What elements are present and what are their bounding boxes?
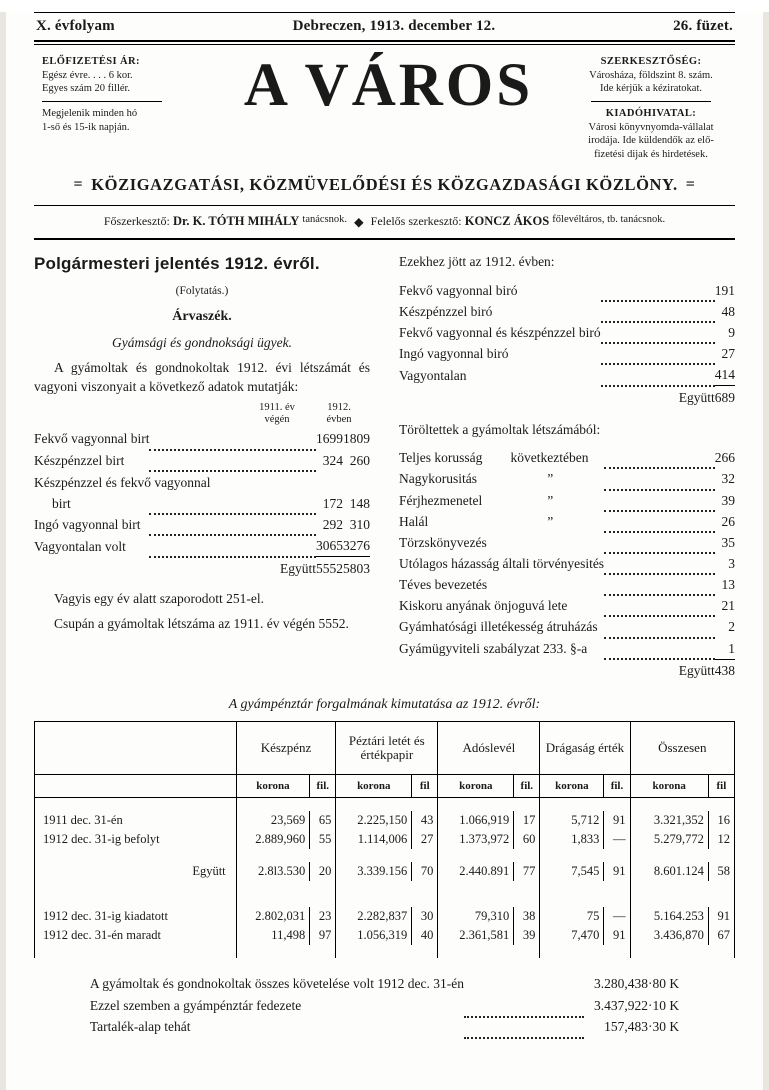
publisher-line2: irodája. Ide küldendők az elő- — [588, 135, 714, 147]
row-dots — [149, 510, 316, 531]
cell-fil: 20 — [310, 862, 336, 881]
page-edge-right — [763, 12, 769, 1090]
office-box — [567, 55, 735, 161]
cell-korona: 1.114,006 — [336, 830, 412, 849]
subscription-line1: Egész évre. . . . 6 kor. — [42, 69, 133, 81]
cell-korona: 1.066,919 — [438, 811, 514, 830]
editorial-line2: Ide kérjük a kéziratokat. — [599, 83, 703, 95]
row-dots — [604, 443, 715, 464]
cell-korona: 2.8l3.530 — [236, 862, 310, 881]
cell-fil: — — [604, 830, 630, 849]
row-label: Utólagos házasság általi törvényesités — [399, 556, 605, 572]
cell-fil: 91 — [604, 811, 630, 830]
row-dots — [149, 446, 316, 467]
total-value: 438 — [714, 663, 735, 679]
row-value-1911: 3065 — [316, 535, 343, 557]
table-row — [399, 638, 735, 660]
total-value: 689 — [714, 389, 735, 405]
cell-fil: 91 — [604, 862, 630, 881]
table-row — [34, 535, 370, 557]
footnote-value: 3.437,922·10 K — [594, 997, 680, 1013]
row-value: 48 — [721, 303, 735, 319]
subtitle-text: KÖZIGAZGATÁSI, KÖZMÜVELŐDÉSI ÉS KÖZGAZDASÁGI KÖZLÖNY. — [91, 175, 678, 195]
cell-korona: 11,498 — [236, 926, 310, 945]
row-value-1911: 172 — [322, 495, 343, 511]
row-label: Ingó vagyonnal biró — [399, 346, 509, 362]
cell-fil: 65 — [310, 811, 336, 830]
row-value-1911: 1699 — [316, 431, 343, 447]
row-dots — [604, 528, 715, 549]
cell-fil: 67 — [708, 926, 734, 945]
row-label: Férjhezmenetel — [399, 492, 483, 508]
page-title: A VÁROS — [243, 52, 534, 119]
table-row — [35, 926, 735, 945]
masthead-line — [34, 13, 735, 40]
table-row — [35, 830, 735, 849]
total-label: Együtt — [280, 560, 316, 576]
cash-col-head-total: Összesen — [630, 722, 734, 775]
cell-korona: 2.440.891 — [438, 862, 514, 881]
cell-fil: 17 — [514, 811, 540, 830]
row-value-1912: 260 — [349, 452, 370, 468]
row-dots — [604, 507, 715, 528]
section-heading: Árvaszék. — [172, 308, 232, 324]
cash-table-spacer — [35, 894, 735, 907]
newspaper-page — [0, 12, 769, 1090]
subtitle-eq-left: = — [73, 176, 84, 194]
row-dots — [601, 360, 715, 382]
row-dots — [604, 464, 715, 485]
cell-korona: 3.436,870 — [630, 926, 708, 945]
row-dots — [149, 424, 316, 445]
right-column — [382, 252, 735, 681]
title-block — [210, 52, 567, 161]
row-label: Vagyontalan — [399, 367, 467, 383]
cell-korona: 2.889,960 — [236, 830, 310, 849]
footnote-value: 157,483·30 K — [604, 1018, 680, 1034]
table-total-row — [35, 862, 735, 881]
row-value: 1 — [715, 638, 735, 660]
cash-col-head-cash: Készpénz — [236, 722, 336, 775]
total-label: Együtt — [678, 663, 715, 679]
cell-fil: 70 — [412, 862, 438, 881]
footnote-value: 3.280,438·80 K — [594, 976, 680, 992]
row-label: 1912 dec. 31-ig kiadatott — [35, 907, 237, 926]
row-label: Téves bevezetés — [399, 577, 488, 593]
table-total-row — [34, 557, 370, 579]
row-value: 27 — [721, 346, 735, 362]
colhead-1911-line1: 1911. év — [259, 402, 295, 414]
row-value-1911: 292 — [322, 517, 343, 533]
row-dots — [601, 297, 715, 318]
footnote-dots — [464, 992, 584, 1013]
row-label: Fekvő vagyonnal biró — [399, 282, 518, 298]
cell-korona: 3.321,352 — [630, 811, 708, 830]
footnote-row — [90, 996, 679, 1017]
unit-head-fil-1: fil. — [310, 775, 336, 798]
cash-col-head-deposit: Péztári letét és értékpapir — [336, 722, 438, 775]
masthead-band — [34, 45, 735, 161]
row-label: 1911 dec. 31-én — [35, 811, 237, 830]
cell-korona: 2.802,031 — [236, 907, 310, 926]
row-value-1912: 148 — [349, 495, 370, 511]
row-dots — [604, 486, 715, 507]
cell-korona: 1.373,972 — [438, 830, 514, 849]
place-date-label: Debreczen, 1913. december 12. — [292, 18, 496, 34]
colhead-1912-line1: 1912. — [327, 402, 351, 414]
row-dots — [604, 570, 715, 591]
row-value: 32 — [721, 471, 735, 487]
chief-editor-name: Dr. K. TÓTH MIHÁLY — [172, 214, 300, 229]
subtitle-eq-right: = — [685, 176, 696, 194]
cash-col-head-bond: Adóslevél — [438, 722, 540, 775]
volume-label: X. évfolyam — [36, 18, 115, 34]
cell-korona: 3.339.156 — [336, 862, 412, 881]
cell-korona: 5.164.253 — [630, 907, 708, 926]
subscription-line2: Egyes szám 20 fillér. — [42, 83, 131, 95]
subscription-box — [34, 55, 210, 161]
row-value: 39 — [721, 492, 735, 508]
footnote-row — [90, 974, 679, 995]
cell-korona: 1.056,319 — [336, 926, 412, 945]
left-paragraph-2: Vagyis egy év alatt szaporodott 251-el. — [54, 591, 264, 606]
chief-editor-label: Főszerkesztő: — [103, 214, 170, 229]
footnote-text: Tartalék-alap tehát — [89, 1018, 191, 1034]
editorial-line1: Városháza, földszint 8. szám. — [589, 69, 713, 81]
unit-head-fil-3: fil. — [514, 775, 540, 798]
row-value: 13 — [721, 577, 735, 593]
cell-fil: 58 — [708, 862, 734, 881]
row-label: Halál — [399, 513, 429, 529]
cell-fil: 23 — [310, 907, 336, 926]
publication-line2: 1-ső és 15-ik napján. — [42, 121, 130, 133]
row-midtext: ” — [547, 513, 554, 529]
cell-korona: 2.361,581 — [438, 926, 514, 945]
colhead-1911-line2: végén — [264, 414, 290, 426]
left-stats-table — [34, 428, 370, 579]
cell-korona: 7,470 — [540, 926, 604, 945]
cell-fil: 55 — [310, 830, 336, 849]
article-title: Polgármesteri jelentés 1912. évről. — [34, 254, 320, 274]
right-lead-2: Töröltettek a gyámoltak létszámából: — [399, 422, 601, 438]
editorial-heading: SZERKESZTŐSÉG: — [600, 56, 702, 67]
footnotes — [34, 974, 735, 1039]
row-dots — [604, 591, 715, 612]
right-stats-table-2 — [399, 447, 735, 681]
footnote-text: Ezzel szemben a gyámpénztár fedezete — [89, 997, 302, 1013]
cell-korona: 2.282,837 — [336, 907, 412, 926]
row-label: Készpénzzel és fekvő vagyonnal — [34, 474, 211, 490]
cash-table-group-header-row — [35, 722, 735, 775]
unit-head-korona-5: korona — [630, 775, 708, 798]
publisher-heading: KIADÓHIVATAL: — [605, 107, 697, 119]
unit-head-fil-2: fil — [412, 775, 438, 798]
table-row — [399, 364, 735, 386]
row-label: Kiskoru anyának önjoguvá lete — [399, 598, 568, 614]
responsible-editor-title: főlevéltáros, tb. tanácsnok. — [552, 214, 666, 226]
cash-table-unit-header-row — [35, 775, 735, 798]
publisher-line1: Városi könyvnyomda-vállalat — [588, 121, 714, 133]
row-value: 414 — [715, 364, 735, 386]
total-value-1911: 5552 — [316, 560, 343, 576]
cell-fil: 60 — [514, 830, 540, 849]
subscription-divider — [42, 101, 162, 102]
table-total-row — [399, 659, 735, 681]
masthead-subtitle — [34, 175, 735, 195]
unit-head-korona-3: korona — [438, 775, 514, 798]
row-label: Együtt — [35, 862, 237, 881]
row-value: 3 — [728, 556, 735, 572]
right-lead-1: Ezekhez jött az 1912. évben: — [399, 254, 555, 270]
cell-fil: 97 — [310, 926, 336, 945]
row-value: 266 — [714, 450, 735, 466]
publisher-line3: fizetési dijak és hirdetések. — [594, 148, 708, 160]
colhead-1912-line2: évben — [326, 414, 352, 426]
row-value: 2 — [728, 619, 735, 635]
cash-table — [34, 721, 735, 958]
cell-fil: 39 — [514, 926, 540, 945]
unit-head-fil-4: fil. — [604, 775, 630, 798]
row-value-1912: 1809 — [343, 431, 370, 447]
colhead-1911 — [246, 402, 308, 426]
row-value: 9 — [728, 324, 735, 340]
row-label: Nagykorusitás — [399, 471, 477, 487]
colhead-1912 — [308, 402, 370, 426]
row-value: 26 — [721, 513, 735, 529]
footnote-dots — [464, 1013, 584, 1034]
cell-fil: 77 — [514, 862, 540, 881]
table-row — [34, 450, 370, 471]
row-label: Ingó vagyonnal birt — [34, 517, 141, 533]
row-dots — [604, 634, 715, 656]
row-dots — [604, 612, 715, 633]
row-label: Fekvő vagyonnal és készpénzzel biró — [399, 324, 601, 340]
cash-table-caption: A gyámpénztár forgalmának kimutatása az 1912. évről: — [228, 697, 541, 713]
page-edge-left — [0, 12, 6, 1090]
left-table-colheads — [34, 402, 370, 426]
article-columns — [34, 240, 735, 681]
footnote-text: A gyámoltak és gondnokoltak összes követelése volt 1912 dec. 31-én — [89, 976, 465, 992]
cell-korona: 5,712 — [540, 811, 604, 830]
cell-fil: 30 — [412, 907, 438, 926]
table-row — [35, 811, 735, 830]
row-midtext: ” — [547, 492, 554, 508]
cell-fil: 16 — [708, 811, 734, 830]
cell-korona: 5.279,772 — [630, 830, 708, 849]
total-label: Együtt — [678, 389, 715, 405]
right-stats-table-1 — [399, 280, 735, 408]
responsible-editor-name: KONCZ ÁKOS — [464, 214, 550, 229]
cell-fil: 27 — [412, 830, 438, 849]
cell-korona: 23,569 — [236, 811, 310, 830]
row-value-1912: 3276 — [343, 535, 370, 557]
row-dots — [601, 318, 715, 339]
left-paragraph-1: A gyámoltak és gondnokoltak 1912. évi létszámát és vagyoni viszonyait a következő adatok mutatják: — [34, 359, 370, 395]
cash-table-spacer — [35, 945, 735, 958]
unit-head-korona-1: korona — [236, 775, 310, 798]
row-dots — [604, 549, 715, 570]
table-row — [35, 907, 735, 926]
cash-table-spacer — [35, 798, 735, 812]
cell-fil: 43 — [412, 811, 438, 830]
row-value: 191 — [714, 282, 735, 298]
publication-line1: Megjelenik minden hó — [42, 107, 138, 119]
cash-table-spacer — [35, 881, 735, 894]
row-dots — [601, 276, 715, 297]
subsection-heading: Gyámsági és gondnoksági ügyek. — [112, 334, 292, 350]
cell-korona: 8.601.124 — [630, 862, 708, 881]
row-midtext: következtében — [510, 450, 589, 466]
subscription-heading: ELŐFIZETÉSI ÁR: — [42, 56, 140, 67]
diamond-icon: ◆ — [354, 215, 364, 230]
row-label: Vagyontalan volt — [34, 538, 126, 554]
cell-fil: 91 — [708, 907, 734, 926]
row-label: Gyámügyviteli szabályzat 233. §-a — [399, 641, 588, 657]
row-value-1911: 324 — [322, 452, 343, 468]
left-column — [34, 252, 382, 681]
cell-fil: 40 — [412, 926, 438, 945]
cell-korona: 1,833 — [540, 830, 604, 849]
cash-col-head-value: Drágaság érték — [540, 722, 630, 775]
continued-note: (Folytatás.) — [175, 284, 229, 297]
row-label: Gyámhatósági illetékesség átruházás — [399, 619, 598, 635]
row-value: 35 — [721, 534, 735, 550]
row-label: Készpénzzel birt — [34, 452, 125, 468]
cell-korona: 75 — [540, 907, 604, 926]
cell-fil: 38 — [514, 907, 540, 926]
responsible-editor-label: Felelős szerkesztő: — [370, 214, 462, 229]
left-paragraph-3: Csupán a gyámoltak létszáma az 1911. év végén 5552. — [54, 616, 349, 632]
cell-fil: 12 — [708, 830, 734, 849]
cell-fil: 91 — [604, 926, 630, 945]
row-label: 1912 dec. 31-én maradt — [35, 926, 237, 945]
unit-head-korona-4: korona — [540, 775, 604, 798]
row-dots — [149, 489, 316, 510]
editors-line — [34, 206, 735, 238]
cell-fil: — — [604, 907, 630, 926]
cell-korona: 79,310 — [438, 907, 514, 926]
unit-head-fil-5: fil — [708, 775, 734, 798]
cash-col-head-blank — [35, 722, 237, 775]
row-label: Készpénzzel biró — [399, 303, 493, 319]
total-value-1912: 5803 — [343, 560, 370, 576]
issue-label: 26. füzet. — [673, 18, 733, 34]
row-label: Fekvő vagyonnal birt — [34, 431, 150, 447]
row-value-1912: 310 — [349, 517, 370, 533]
footnote-row — [90, 1017, 679, 1038]
cell-korona: 7,545 — [540, 862, 604, 881]
office-divider — [591, 101, 711, 102]
row-value: 21 — [721, 598, 735, 614]
row-label: Teljes korusság — [399, 450, 483, 466]
row-label: Törzskönyvezés — [399, 534, 487, 550]
unit-head-blank — [35, 775, 237, 798]
row-dots — [149, 531, 316, 553]
row-label: 1912 dec. 31-ig befolyt — [35, 830, 237, 849]
row-midtext: ” — [547, 471, 554, 487]
unit-head-korona-2: korona — [336, 775, 412, 798]
cell-korona: 2.225,150 — [336, 811, 412, 830]
row-dots — [601, 339, 715, 360]
chief-editor-title: tanácsnok. — [302, 214, 348, 226]
table-total-row — [399, 386, 735, 408]
row-label: birt — [52, 495, 71, 511]
cash-table-spacer — [35, 849, 735, 862]
